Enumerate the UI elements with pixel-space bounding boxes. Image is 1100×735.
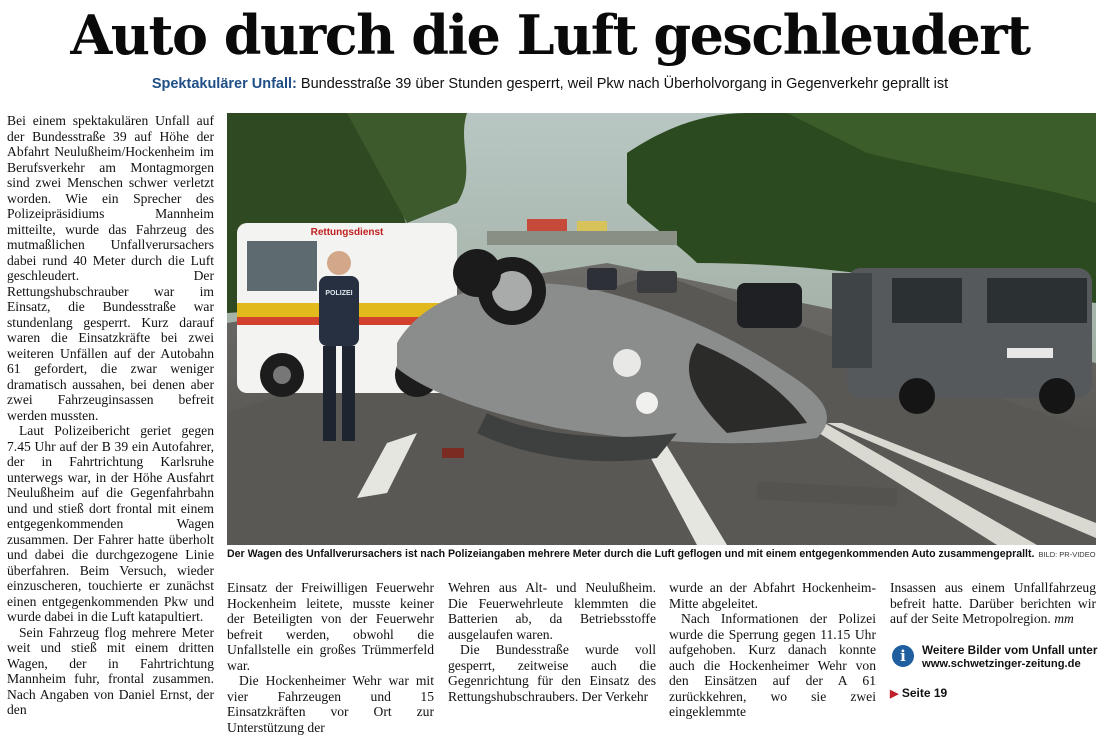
page-reference[interactable] [890,686,947,700]
article-paragraph: Einsatz der Freiwilligen Feuerwehr Hockenheim leitete, musste keiner der Beteiligten von der Feuerwehr befreit werden, obwohl die Unfallstelle ein großes Trümmerfeld war. [227,580,434,673]
accident-photo-illustration [227,113,1096,545]
photo-caption-text: Der Wagen des Unfallverursachers ist nach Polizeiangaben mehrere Meter durch die Luft geflogen und mit einem entgegenkommenden Auto zusammengeprallt. [227,548,1035,560]
article-text: Insassen aus einem Unfallfahrzeug befreit hatte. Darüber berichten wir auf der Seite Metropolregion. [890,580,1096,626]
info-icon: i [892,645,914,667]
svg-text:POLIZEI: POLIZEI [325,290,353,297]
article-column-1 [7,113,214,718]
article-paragraph: wurde an der Abfahrt Hockenheim-Mitte abgeleitet. [669,580,876,611]
article-paragraph: Sein Fahrzeug flog mehrere Meter weit und stieß mit einem dritten Wagen, der in Fahrtrichtung Mannheim fuhr, frontal zusammen. Nach Angaben von Daniel Ernst, der den [7,624,214,717]
photo-credit: BILD: PR-VIDEO [1038,550,1096,559]
article-column-3 [448,580,656,704]
article-paragraph: Bei einem spektakulären Unfall auf der Bundesstraße 39 auf Höhe der Abfahrt Neulußheim/Hockenheim im Berufsverkehr am Montagmorgen sind zwei Menschen schwer verletzt worden. Wie ein Sprecher des Polizeipräsidiums Mannheim mitteilte, wurde das Fahrzeug des mutmaßlichen Unfallverursachers dabei rund 40 Meter durch die Luft geschleudert. Der Rettungshubschrauber war im Einsatz, die Bundesstraße war stundenlang gesperrt. Kurz darauf waren die Einsatzkräfte bei zwei weiteren Unfällen auf der Autobahn 61 gefordert, die zwar weniger dramatisch aussahen, bei denen aber zwei Fahrzeuginsassen befreit werden mussten. [7,113,214,423]
info-box-line-1: Weitere Bilder vom Unfall unter [922,643,1098,657]
accident-photo [227,113,1096,545]
article-column-2 [227,580,434,735]
headline: Auto durch die Luft geschleudert [70,3,1030,67]
article-paragraph [890,580,1096,627]
info-box-link[interactable]: www.schwetzinger-zeitung.de [922,658,1081,670]
page-reference-label: Seite 19 [901,686,948,700]
article-paragraph: Die Bundesstraße wurde voll gesperrt, zeitweise auch die Gegenrichtung für den Einsatz des Rettungshubschraubers. Der Verkehr [448,642,656,704]
article-column-5 [890,580,1096,627]
arrow-right-icon: ▶ [890,688,899,700]
article-paragraph: Wehren aus Alt- und Neulußheim. Die Feuerwehrleute klemmten die Batterien ab, da Betriebsstoffe ausgelaufen waren. [448,580,656,642]
subline-kicker: Spektakulärer Unfall: [151,76,297,92]
article-paragraph: Die Hockenheimer Wehr war mit vier Fahrzeugen und 15 Einsatzkräften vor Ort zur Unterstützung der [227,673,434,735]
article-paragraph: Laut Polizeibericht geriet gegen 7.45 Uhr auf der B 39 ein Autofahrer, der in Fahrtrichtung Karlsruhe unterwegs war, in der Höhe Ausfahrt Neulußheim auf die Gegenfahrbahn und und stieß dort frontal mit einem entgegenkommenden Wagen zusammen. Der Fahrer hatte überholt und dabei die durchgezogene Linie überfahren. Beim Versuch, wieder einzuscheren, touchierte er zunächst einen entgegenkommenden Pkw und wurde dabei in die Luft katapultiert. [7,423,214,624]
photo-caption [227,548,1096,560]
svg-text:Rettungsdienst: Rettungsdienst [310,227,384,238]
subline-text: Bundesstraße 39 über Stunden gesperrt, weil Pkw nach Überholvorgang in Gegenverkehr geprallt ist [300,76,949,92]
article-paragraph: Nach Informationen der Polizei wurde die Sperrung gegen 11.15 Uhr aufgehoben. Kurz danach konnte auch die Hockenheimer Wehr von den Einsätzen auf der A 61 zurückkehren, wo sie zwei eingeklemmte [669,611,876,719]
article-column-4 [669,580,876,720]
subline [0,76,1100,92]
author-sign: mm [1054,611,1074,626]
info-box[interactable] [890,643,1096,677]
grey-van [832,268,1092,414]
